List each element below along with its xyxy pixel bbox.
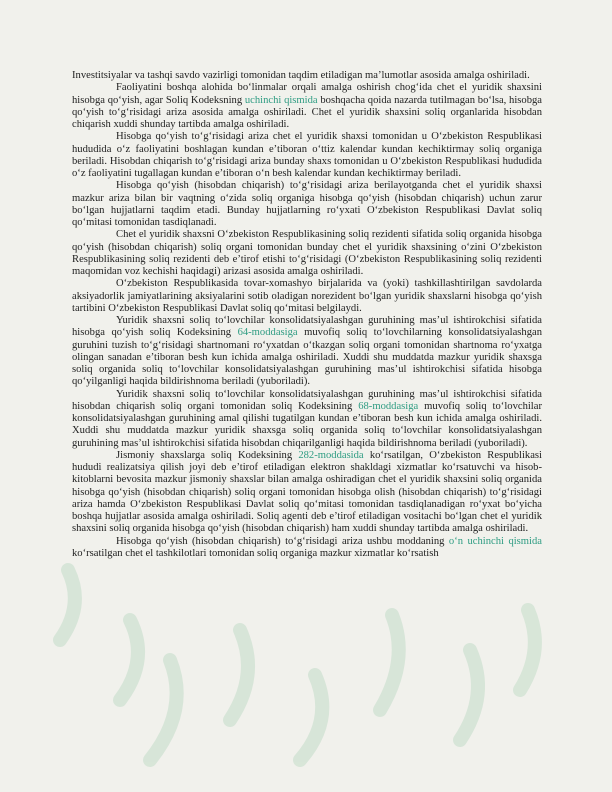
paragraph-text: Faoliyatini boshqa alohida bo‘linmalar orqali amalga oshirish chog‘ida chet el yuridik shaxsini hisobga qo‘yish, agar Soliq Kodeksning (72, 82, 542, 106)
legal-reference-link[interactable]: 68-moddasiga (358, 400, 419, 412)
paragraph-text: muvofiq soliq to‘lovchilarning konsolidatsiyalashgan guruhini tuzish to‘g‘risidagi shartnomani ro‘yxatdan o‘tkazgan soliq organi tomonidan shartnoma ro‘yxatga olingan sanadan e’tiboran besh kun ichida amalga oshiriladi. Xuddi shu muddatda mazkur yuridik shaxsga soliq organida soliq to‘lovchilar konsolidatsiyalashgan guruhining mas’ul ishtirokchisi sifatida hisobga qo‘yilganligi haqida bildirishnoma beriladi (yuboriladi). (72, 327, 542, 388)
paragraph-text: Hisobga qo‘yish to‘g‘risidagi ariza chet el yuridik shaxsi tomonidan u O‘zbekiston Respublikasi hududida o‘z faoliyatini boshlagan kundan e’tiboran o‘ttiz kalendar kundan kechiktirmay soliq organiga beriladi. Hisobdan chiqarish to‘g‘risidagi ariza bunday shaxs tomonidan u O‘zbekiston Respublikasi hududida o‘z faoliyatini tugallagan kundan e’tiboran o‘n besh kalendar kundan kechiktirmay beriladi. (72, 131, 542, 179)
paragraph (72, 131, 542, 180)
paragraph-text: boshqacha qoida nazarda tutilmagan bo‘lsa, hisobga qo‘yish to‘g‘risidagi ariza asosida amalga oshiriladi. Chet el yuridik shaxsini soliq organlarida hisobdan chiqarish xuddi shunday tartibda amalga oshiriladi. (72, 94, 543, 130)
legal-reference-link[interactable]: 282-moddasida (298, 449, 364, 461)
legal-reference-link[interactable]: uchinchi qismida (244, 94, 318, 106)
paragraph-text: Hisobga qo‘yish (hisobdan chiqarish) to‘g‘risidagi ariza ushbu moddaning (116, 535, 449, 547)
paragraph-text: Yuridik shaxsni soliq to‘lovchilar konsolidatsiyalashgan guruhining mas’ul ishtirokchisi sifatida hisobga qo‘yish soliq Kodeksining (72, 315, 542, 339)
paragraph-text: ko‘rsatilgan chet el tashkilotlari tomonidan soliq organiga mazkur xizmatlar ko‘rsatish (72, 547, 439, 559)
document-body (72, 70, 542, 560)
paragraph (72, 278, 542, 315)
watermark-stroke (380, 615, 399, 710)
watermark-stroke (60, 570, 75, 640)
paragraph-text: O‘zbekiston Respublikasida tovar-xomashyo birjalarida va (yoki) tashkillashtirilgan savdolarda aksiyadorlik jamiyatlarining aksiyalarini sotib oladigan norezident bo‘lgan yuridik shaxslarni hisobga qo‘yish tartibini O‘zbekiston Respublikasi Davlat soliq qo‘mitasi belgilaydi. (72, 278, 542, 314)
watermark-stroke (460, 650, 478, 740)
legal-reference-link[interactable]: o‘n uchinchi qismida (448, 535, 542, 547)
paragraph-text: Hisobga qo‘yish (hisobdan chiqarish) to‘g‘risidagi ariza berilayotganda chet el yuridik shaxsi mazkur ariza bilan bir vaqtning o‘zida soliq organiga hisobga qo‘yish (hisobdan chiqarish) uchun zarur bo‘lgan hujjatlarni taqdim etadi. Bunday hujjatlarning ro‘yxati O‘zbekiston Respublikasi Davlat soliq qo‘mitasi tomonidan tasdiqlanadi. (72, 180, 542, 228)
paragraph (72, 450, 542, 536)
paragraph (72, 389, 542, 450)
watermark-stroke (300, 675, 322, 760)
paragraph (72, 180, 542, 229)
watermark-stroke (230, 630, 248, 720)
paragraph-text: Yuridik shaxsni soliq to‘lovchilar konsolidatsiyalashgan guruhining mas’ul ishtirokchisi sifatida hisobdan chiqarish soliq organi tomonidan soliq Kodeksining (72, 388, 542, 412)
paragraph-text: Chet el yuridik shaxsni O‘zbekiston Respublikasining soliq rezidenti sifatida soliq organida hisobga qo‘yish (hisobdan chiqarish) soliq organi tomonidan bunday chet el yuridik shaxsining o‘zini O‘zbekiston Respublikasining soliq rezidenti deb e’tirof etishi to‘g‘risidagi (O‘zbekiston Respublikasining soliq rezidenti maqomidan voz kechishi haqidagi) arizasi asosida amalga oshiriladi. (72, 229, 542, 277)
paragraph-text: ko‘rsatilgan, O‘zbekiston Respublikasi hududi realizatsiya qilish joyi deb e’tirof etiladigan elektron shakldagi xizmatlar ko‘rsatuvchi va hisob-kitoblarni bevosita mazkur jismoniy shaxslar bilan amalga oshiradigan chet el yuridik shaxsini soliq organida hisobga qo‘yish (hisobdan chiqarish) soliq organi tomonidan hisobga olish (hisobdan chiqarish) to‘g‘risidagi ariza hamda O‘zbekiston Respublikasi Davlat soliq qo‘mitasi tomonidan tasdiqlanadigan ro‘yxat bo‘yicha boshqa hujjatlar asosida amalga oshiriladi. Soliq agenti deb e’tirof etiladigan vositachi bo‘lgan chet el yuridik shaxsini soliq organida hisobga qo‘yish (hisobdan chiqarish) ham xuddi shunday tartibda amalga oshiriladi. (72, 449, 542, 535)
paragraph (72, 70, 542, 82)
paragraph (72, 315, 542, 389)
watermark-stroke (120, 620, 138, 700)
paragraph (72, 536, 542, 561)
paragraph (72, 229, 542, 278)
legal-reference-link[interactable]: 64-moddasiga (237, 327, 298, 339)
watermark-stroke (520, 610, 535, 690)
paragraph (72, 82, 542, 131)
watermark-stroke (150, 660, 177, 760)
paragraph-text: muvofiq soliq to‘lovchilar konsolidatsiyalashgan guruhining amal qilishi tugatilgan kundan e’tiboran besh kun ichida amalga oshiriladi. Xuddi shu muddatda mazkur yuridik shaxsga soliq organida soliq to‘lovchilar konsolidatsiyalashgan guruhining mas’ul ishtirokchisi sifatida hisobdan chiqarilganligi haqida bildirishnoma beriladi (yuboriladi). (72, 400, 542, 449)
paragraph-text: Jismoniy shaxslarga soliq Kodeksining (116, 449, 299, 461)
paragraph-text: Investitsiyalar va tashqi savdo vazirligi tomonidan taqdim etiladigan ma’lumotlar asosida amalga oshiriladi. (72, 70, 530, 81)
